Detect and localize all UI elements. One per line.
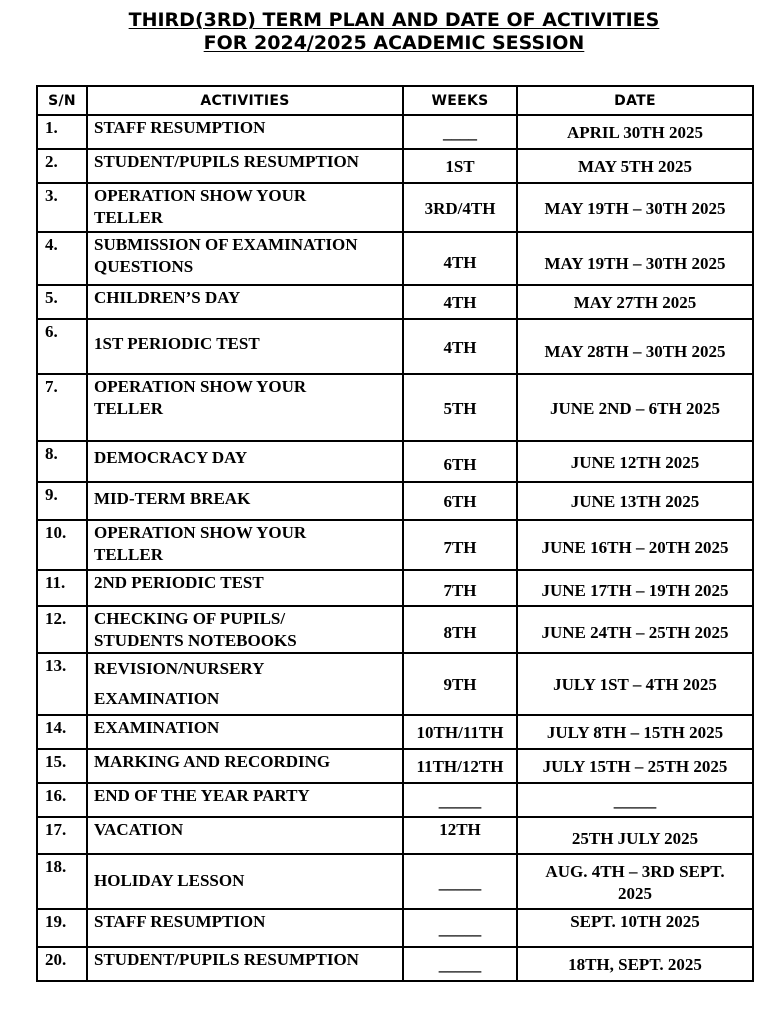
row-activity <box>87 374 403 441</box>
row-week: _____ <box>403 909 517 947</box>
row-activity <box>87 520 403 570</box>
header-date: DATE <box>517 86 753 115</box>
row-activity: MARKING AND RECORDING <box>87 749 403 783</box>
row-sn: 18. <box>37 854 87 909</box>
row-activity: STUDENT/PUPILS RESUMPTION <box>87 149 403 183</box>
row-sn: 3. <box>37 183 87 232</box>
row-date <box>517 854 753 909</box>
table-row <box>37 482 753 520</box>
row-activity-line-1: OPERATION SHOW YOUR <box>94 186 307 205</box>
table-row <box>37 285 753 319</box>
row-week: _____ <box>403 783 517 817</box>
row-week: 3RD/4TH <box>403 183 517 232</box>
table-row <box>37 570 753 606</box>
row-activity <box>87 183 403 232</box>
row-week: 1ST <box>403 149 517 183</box>
row-activity: MID-TERM BREAK <box>87 482 403 520</box>
table-row <box>37 909 753 947</box>
row-date: MAY 5TH 2025 <box>517 149 753 183</box>
row-week: _____ <box>403 947 517 981</box>
document-title <box>0 9 768 55</box>
row-activity-line-1: REVISION/NURSERY <box>94 659 265 678</box>
row-week: 4TH <box>403 319 517 374</box>
row-activity-line-1: CHECKING OF PUPILS/ <box>94 609 286 628</box>
table-row <box>37 232 753 285</box>
header-weeks: WEEKS <box>403 86 517 115</box>
row-date: JUNE 16TH – 20TH 2025 <box>517 520 753 570</box>
row-sn: 5. <box>37 285 87 319</box>
row-date: JUNE 17TH – 19TH 2025 <box>517 570 753 606</box>
row-activity: EXAMINATION <box>87 715 403 749</box>
row-sn: 7. <box>37 374 87 441</box>
row-sn: 19. <box>37 909 87 947</box>
row-week: 9TH <box>403 653 517 715</box>
header-sn: S/N <box>37 86 87 115</box>
row-activity-line-2: TELLER <box>94 399 163 418</box>
table-row <box>37 715 753 749</box>
table-row <box>37 374 753 441</box>
row-activity <box>87 606 403 653</box>
table-row <box>37 319 753 374</box>
row-date: SEPT. 10TH 2025 <box>517 909 753 947</box>
title-line-1: THIRD(3RD) TERM PLAN AND DATE OF ACTIVITIES <box>128 9 660 31</box>
row-sn: 8. <box>37 441 87 482</box>
title-line-2: FOR 2024/2025 ACADEMIC SESSION <box>203 32 585 54</box>
table-header-row <box>37 86 753 115</box>
row-week: 7TH <box>403 520 517 570</box>
row-activity: 1ST PERIODIC TEST <box>87 319 403 374</box>
row-date: 18TH, SEPT. 2025 <box>517 947 753 981</box>
row-date: JUNE 13TH 2025 <box>517 482 753 520</box>
table-row <box>37 783 753 817</box>
row-activity: 2ND PERIODIC TEST <box>87 570 403 606</box>
row-date: MAY 19TH – 30TH 2025 <box>517 232 753 285</box>
row-date: MAY 19TH – 30TH 2025 <box>517 183 753 232</box>
table-row <box>37 183 753 232</box>
row-week: 6TH <box>403 482 517 520</box>
row-date: JUNE 12TH 2025 <box>517 441 753 482</box>
table-row <box>37 149 753 183</box>
row-date: 25TH JULY 2025 <box>517 817 753 854</box>
row-date-line-2: 2025 <box>618 883 652 903</box>
row-week: 4TH <box>403 285 517 319</box>
row-date: JUNE 24TH – 25TH 2025 <box>517 606 753 653</box>
row-activity: STAFF RESUMPTION <box>87 909 403 947</box>
row-week: _____ <box>403 854 517 909</box>
row-sn: 2. <box>37 149 87 183</box>
row-activity-line-2: TELLER <box>94 545 163 564</box>
table-row <box>37 817 753 854</box>
table-row <box>37 947 753 981</box>
row-date: MAY 27TH 2025 <box>517 285 753 319</box>
row-activity-line-1: OPERATION SHOW YOUR <box>94 377 307 396</box>
row-week: 12TH <box>403 817 517 854</box>
table-row <box>37 115 753 149</box>
table-row <box>37 854 753 909</box>
row-sn: 10. <box>37 520 87 570</box>
row-sn: 17. <box>37 817 87 854</box>
row-date: MAY 28TH – 30TH 2025 <box>517 319 753 374</box>
row-sn: 14. <box>37 715 87 749</box>
row-week: ____ <box>403 115 517 149</box>
row-week: 11TH/12TH <box>403 749 517 783</box>
row-date: _____ <box>517 783 753 817</box>
row-sn: 9. <box>37 482 87 520</box>
row-activity <box>87 653 403 715</box>
row-activity <box>87 232 403 285</box>
row-date: APRIL 30TH 2025 <box>517 115 753 149</box>
row-week: 7TH <box>403 570 517 606</box>
table-row <box>37 653 753 715</box>
term-plan-table <box>36 85 754 982</box>
row-sn: 12. <box>37 606 87 653</box>
row-activity-line-2: TELLER <box>94 208 163 227</box>
row-activity-line-2: EXAMINATION <box>94 689 220 708</box>
row-week: 5TH <box>403 374 517 441</box>
row-activity: HOLIDAY LESSON <box>87 854 403 909</box>
row-date: JULY 15TH – 25TH 2025 <box>517 749 753 783</box>
row-activity: STAFF RESUMPTION <box>87 115 403 149</box>
table-row <box>37 520 753 570</box>
row-activity-line-2: QUESTIONS <box>94 257 194 276</box>
row-activity: END OF THE YEAR PARTY <box>87 783 403 817</box>
row-sn: 16. <box>37 783 87 817</box>
table-row <box>37 749 753 783</box>
row-date-line-1: AUG. 4TH – 3RD SEPT. <box>545 861 725 881</box>
row-activity-line-1: OPERATION SHOW YOUR <box>94 523 307 542</box>
row-week: 6TH <box>403 441 517 482</box>
row-week: 10TH/11TH <box>403 715 517 749</box>
row-activity-line-1: SUBMISSION OF EXAMINATION <box>94 235 358 254</box>
row-week: 8TH <box>403 606 517 653</box>
row-sn: 1. <box>37 115 87 149</box>
row-sn: 11. <box>37 570 87 606</box>
row-sn: 20. <box>37 947 87 981</box>
row-activity: STUDENT/PUPILS RESUMPTION <box>87 947 403 981</box>
row-activity: VACATION <box>87 817 403 854</box>
row-sn: 15. <box>37 749 87 783</box>
table-row <box>37 606 753 653</box>
row-date: JULY 1ST – 4TH 2025 <box>517 653 753 715</box>
row-activity: DEMOCRACY DAY <box>87 441 403 482</box>
row-sn: 6. <box>37 319 87 374</box>
row-activity-line-2: STUDENTS NOTEBOOKS <box>94 631 297 650</box>
row-sn: 4. <box>37 232 87 285</box>
row-sn: 13. <box>37 653 87 715</box>
row-week: 4TH <box>403 232 517 285</box>
row-activity: CHILDREN’S DAY <box>87 285 403 319</box>
header-activities: ACTIVITIES <box>87 86 403 115</box>
table-row <box>37 441 753 482</box>
row-date: JUNE 2ND – 6TH 2025 <box>517 374 753 441</box>
row-date: JULY 8TH – 15TH 2025 <box>517 715 753 749</box>
